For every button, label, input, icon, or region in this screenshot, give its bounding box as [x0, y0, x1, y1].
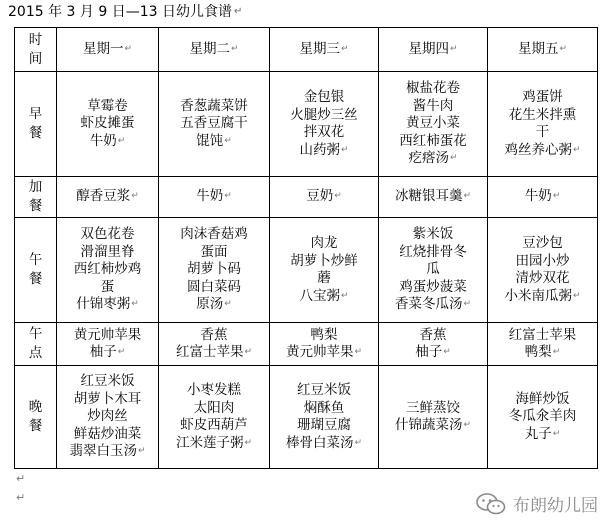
- day-header-label: 星期四: [408, 40, 449, 57]
- document-title-text: 2015 年 3 月 9 日—13 日幼儿食谱: [8, 4, 232, 20]
- menu-item: [58, 279, 157, 297]
- paragraph-mark: ↵: [552, 428, 561, 439]
- menu-item: [58, 226, 157, 244]
- menu-item: [160, 400, 268, 418]
- menu-item: [380, 98, 486, 116]
- menu-item-text: 草霉卷: [87, 97, 128, 114]
- menu-item: [271, 288, 377, 306]
- menu-item-text: 三鲜蒸饺: [406, 399, 460, 416]
- watermark-text: 布朗幼儿园: [513, 496, 598, 516]
- paragraph-mark: ↵: [340, 144, 349, 155]
- menu-item: [489, 288, 596, 306]
- menu-item: [380, 279, 486, 297]
- menu-item-text: 胡萝卜木耳: [73, 390, 142, 407]
- menu-item: [271, 89, 377, 107]
- menu-item: [489, 89, 596, 107]
- menu-item-text: 肉沫香菇鸡: [180, 226, 248, 243]
- paragraph-mark: ↵: [572, 144, 581, 155]
- meal-row-snack: [15, 177, 598, 218]
- menu-item: [160, 133, 268, 151]
- menu-cell: [488, 366, 598, 469]
- meal-row-breakfast: [15, 72, 598, 177]
- menu-item-text: 牛奶: [89, 132, 117, 149]
- menu-cell: [159, 366, 270, 469]
- meal-label-line: 加: [28, 179, 43, 195]
- menu-cell: [379, 72, 488, 177]
- menu-item-text: 黄豆小菜: [406, 115, 460, 132]
- meal-label-line: 午: [28, 252, 43, 268]
- menu-item-text: 鲜菇炒油菜: [73, 425, 142, 442]
- menu-item: [271, 400, 377, 418]
- menu-item-text: 双色花卷: [80, 226, 135, 243]
- menu-item-text: 山药粥: [299, 141, 340, 158]
- menu-item: [160, 344, 268, 362]
- menu-item: [58, 244, 157, 262]
- menu-item: [160, 98, 268, 116]
- menu-item-text: 牛奶: [524, 188, 552, 205]
- menu-item-text: 香蕉: [200, 326, 228, 343]
- menu-cell: [57, 218, 159, 323]
- menu-item-text: 蛋面: [200, 243, 228, 260]
- menu-cell: [270, 366, 379, 469]
- menu-cell: [488, 72, 598, 177]
- menu-item: [489, 188, 596, 206]
- menu-cell: [270, 72, 379, 177]
- meal-label-line: 餐: [28, 125, 43, 141]
- menu-cell: [159, 218, 270, 323]
- menu-item-text: 江米莲子粥: [175, 434, 244, 451]
- menu-item-text: 炒肉丝: [87, 408, 128, 425]
- menu-item-text: 红富士苹果: [508, 326, 577, 343]
- menu-item-text: 柚子: [415, 344, 443, 360]
- menu-item: [489, 142, 596, 160]
- menu-item: [380, 417, 486, 435]
- menu-item: [489, 344, 596, 362]
- menu-cell: [159, 177, 270, 218]
- meal-label-cell: [15, 366, 57, 469]
- menu-item-text: 牛奶: [196, 188, 224, 205]
- meal-label-line: 餐: [28, 418, 43, 434]
- menu-item: [160, 226, 268, 244]
- paragraph-mark: ↵: [224, 299, 232, 310]
- meal-label-line: 餐: [28, 271, 43, 287]
- day-header-label: 星期五: [517, 40, 559, 57]
- menu-item: [271, 417, 377, 435]
- paragraph-mark: ↵: [443, 347, 451, 357]
- paragraph-mark: ↵: [354, 347, 363, 357]
- menu-item: [380, 400, 486, 418]
- meal-label-cell: [15, 72, 57, 177]
- corner-cell: [15, 28, 57, 72]
- menu-cell: [57, 366, 159, 469]
- menu-item-text: 田园小炒: [515, 252, 570, 269]
- menu-item-text: 翡翠白玉汤: [69, 443, 137, 460]
- menu-item: [380, 115, 486, 133]
- corner-label-line: 时: [28, 31, 43, 48]
- menu-item-text: 什锦枣粥: [76, 296, 131, 313]
- menu-item-text: 柚子: [89, 344, 117, 360]
- menu-item: [271, 327, 377, 345]
- menu-item-text: 鸭梨: [524, 344, 552, 360]
- paragraph-mark: ↵: [449, 153, 458, 164]
- menu-item: [489, 107, 596, 125]
- menu-item: [489, 327, 596, 345]
- menu-item: [58, 115, 157, 133]
- menu-item-text: 西红柿蛋花: [399, 132, 467, 149]
- paragraph-mark: ↵: [354, 437, 363, 448]
- menu-item-text: 鸡丝养心粥: [504, 141, 572, 158]
- menu-item-text: 紫米饭: [412, 226, 454, 243]
- wechat-icon: [475, 492, 507, 516]
- paragraph-mark: ↵: [449, 43, 458, 54]
- menu-item: [380, 188, 486, 206]
- menu-item: [160, 327, 268, 345]
- menu-cell: [488, 323, 598, 366]
- menu-item-text: 鸡蛋炒菠菜: [399, 278, 467, 295]
- menu-item-text: 黄元帅苹果: [73, 326, 142, 343]
- menu-item-text: 小米南瓜粥: [504, 287, 572, 304]
- meal-row-dinner: [15, 366, 598, 469]
- menu-item-text: 豆奶: [306, 188, 334, 205]
- menu-cell: [379, 323, 488, 366]
- menu-item: [58, 261, 157, 279]
- watermark: [475, 491, 598, 516]
- menu-item: [58, 426, 157, 444]
- document-title: [8, 3, 242, 21]
- menu-cell: [379, 366, 488, 469]
- menu-item-text: 圆白菜码: [187, 278, 241, 295]
- menu-item: [58, 344, 157, 362]
- paragraph-mark: ↵: [552, 191, 561, 202]
- day-header: [159, 28, 270, 72]
- menu-item-text: 蘑: [317, 270, 331, 286]
- menu-item-text: 火腿炒三丝: [290, 106, 358, 123]
- menu-item: [160, 435, 268, 453]
- menu-item: [489, 426, 596, 444]
- menu-item: [160, 188, 268, 206]
- paragraph-mark: ↵: [224, 135, 232, 146]
- menu-item: [58, 296, 157, 314]
- paragraph-mark: ↵: [224, 191, 232, 202]
- paragraph-mark: ↵: [117, 347, 126, 357]
- menu-item-text: 红烧排骨冬: [399, 243, 467, 260]
- menu-item: [271, 188, 377, 206]
- day-header: [488, 28, 598, 72]
- paragraph-mark: ↵: [244, 347, 253, 357]
- menu-item: [489, 391, 596, 409]
- paragraph-mark: ↵: [552, 347, 561, 357]
- menu-item: [380, 133, 486, 151]
- menu-item: [58, 98, 157, 116]
- menu-cell: [379, 177, 488, 218]
- menu-item: [271, 107, 377, 125]
- day-header-label: 星期二: [189, 40, 230, 57]
- menu-item-text: 红豆米饭: [297, 382, 351, 398]
- menu-item: [380, 261, 486, 279]
- meal-label-cell: [15, 218, 57, 323]
- menu-item-text: 醇香豆浆: [76, 188, 131, 205]
- menu-item-text: 胡萝卜码: [187, 261, 241, 278]
- menu-item: [271, 344, 377, 362]
- menu-item: [58, 133, 157, 151]
- menu-item-text: 什锦蔬菜汤: [394, 417, 463, 433]
- menu-cell: [488, 177, 598, 218]
- menu-item-text: 拌双花: [303, 124, 345, 140]
- menu-cell: [57, 177, 159, 218]
- menu-item-text: 胡萝卜炒鲜: [290, 252, 358, 269]
- menu-item-text: 豆沙包: [522, 235, 563, 251]
- menu-item: [58, 188, 157, 206]
- menu-item-text: 丸子: [524, 425, 552, 442]
- menu-item: [271, 124, 377, 142]
- meal-label-line: 早: [28, 106, 43, 122]
- day-header: [270, 28, 379, 72]
- menu-item: [380, 296, 486, 314]
- header-row: [15, 28, 598, 72]
- paragraph-mark: ↵: [16, 491, 26, 504]
- menu-item: [271, 253, 377, 271]
- day-header: [379, 28, 488, 72]
- menu-item: [58, 373, 157, 391]
- menu-item-text: 鸭梨: [310, 326, 338, 343]
- menu-item: [271, 382, 377, 400]
- paragraph-mark: ↵: [230, 43, 239, 54]
- paragraph-mark: ↵: [16, 472, 26, 485]
- menu-item-text: 原汤: [196, 296, 224, 313]
- menu-item: [160, 382, 268, 400]
- menu-item-text: 焖酥鱼: [303, 399, 345, 416]
- menu-item: [160, 296, 268, 314]
- menu-item: [271, 435, 377, 453]
- menu-item: [489, 235, 596, 253]
- menu-item: [58, 408, 157, 426]
- menu-item-text: 西红柿炒鸡: [73, 261, 142, 278]
- paragraph-mark: ↵: [244, 437, 253, 448]
- menu-cell: [159, 72, 270, 177]
- menu-cell: [270, 323, 379, 366]
- menu-item-text: 花生米拌熏: [508, 106, 577, 123]
- menu-item-text: 金包银: [303, 89, 345, 105]
- menu-item-text: 滑溜里脊: [80, 243, 135, 260]
- menu-item: [271, 270, 377, 288]
- menu-item-text: 红豆米饭: [80, 373, 135, 390]
- meal-label-cell: [15, 323, 57, 366]
- menu-item: [160, 115, 268, 133]
- meal-label-line: 晚: [28, 399, 43, 415]
- menu-item: [58, 391, 157, 409]
- menu-item-text: 虾皮摊蛋: [80, 115, 135, 132]
- menu-item-text: 珊瑚豆腐: [297, 417, 351, 433]
- paragraph-mark: ↵: [137, 446, 146, 457]
- menu-item: [58, 443, 157, 461]
- menu-item-text: 馄饨: [196, 132, 224, 149]
- menu-item-text: 冰糖银耳羹: [394, 188, 463, 205]
- menu-item-text: 蛋: [100, 278, 115, 295]
- menu-item-text: 酱牛肉: [412, 97, 454, 114]
- meal-row-lunch: [15, 218, 598, 323]
- menu-item-text: 香葱蔬菜饼: [180, 97, 248, 114]
- menu-item-text: 八宝粥: [299, 287, 340, 304]
- menu-cell: [379, 218, 488, 323]
- menu-item-text: 瓜: [426, 261, 440, 278]
- menu-item-text: 黄元帅苹果: [285, 344, 354, 360]
- menu-item-text: 棒骨白菜汤: [285, 434, 354, 451]
- paragraph-mark: ↵: [559, 43, 568, 54]
- menu-item: [160, 417, 268, 435]
- menu-table: [14, 27, 598, 469]
- menu-item: [489, 270, 596, 288]
- paragraph-mark: ↵: [233, 6, 243, 17]
- paragraph-mark: ↵: [334, 191, 342, 202]
- menu-item: [160, 279, 268, 297]
- day-header-label: 星期一: [82, 40, 124, 57]
- menu-item-text: 五香豆腐干: [180, 115, 248, 132]
- meal-label-cell: [15, 177, 57, 218]
- meal-label-line: 午: [28, 326, 43, 342]
- menu-item: [160, 261, 268, 279]
- menu-item-text: 冬瓜氽羊肉: [508, 408, 577, 425]
- menu-item: [380, 327, 486, 345]
- menu-item-text: 椒盐花卷: [406, 80, 460, 97]
- meal-label-line: 点: [28, 345, 43, 361]
- menu-item-text: 太阳肉: [193, 399, 235, 416]
- menu-item: [380, 80, 486, 98]
- menu-item-text: 鸡蛋饼: [522, 89, 563, 105]
- menu-cell: [57, 323, 159, 366]
- menu-item-text: 海鲜炒饭: [515, 390, 570, 407]
- menu-item: [160, 244, 268, 262]
- menu-cell: [270, 218, 379, 323]
- menu-item: [489, 124, 596, 142]
- paragraph-mark: ↵: [340, 43, 349, 54]
- paragraph-mark: ↵: [463, 191, 472, 202]
- day-header-label: 星期三: [299, 40, 340, 57]
- menu-item-text: 肉龙: [310, 235, 338, 251]
- menu-item: [271, 142, 377, 160]
- menu-item: [271, 235, 377, 253]
- menu-item-text: 香菜冬瓜汤: [394, 296, 463, 313]
- menu-item-text: 清炒双花: [515, 270, 570, 286]
- menu-item: [489, 408, 596, 426]
- menu-item: [58, 327, 157, 345]
- paragraph-mark: ↵: [131, 299, 139, 310]
- menu-item: [380, 150, 486, 168]
- paragraph-mark: ↵: [117, 135, 126, 146]
- paragraph-mark: ↵: [463, 420, 472, 430]
- paragraph-mark: ↵: [124, 43, 133, 54]
- menu-cell: [488, 218, 598, 323]
- menu-item-text: 小枣发糕: [187, 382, 241, 398]
- menu-item-text: 虾皮西葫芦: [180, 417, 248, 433]
- menu-item-text: 疙瘩汤: [408, 150, 449, 167]
- menu-item: [380, 344, 486, 362]
- meal-label-line: 餐: [28, 198, 43, 214]
- day-header: [57, 28, 159, 72]
- menu-item-text: 香蕉: [419, 326, 447, 343]
- menu-item: [380, 226, 486, 244]
- paragraph-mark: ↵: [572, 290, 581, 301]
- menu-cell: [159, 323, 270, 366]
- menu-item-text: 红富士苹果: [175, 344, 244, 360]
- paragraph-mark: ↵: [463, 299, 472, 310]
- menu-item-text: 干: [535, 124, 550, 140]
- paragraph-mark: ↵: [340, 290, 349, 301]
- paragraph-mark: ↵: [131, 191, 139, 202]
- corner-label-line: 间: [28, 50, 43, 67]
- menu-item: [380, 244, 486, 262]
- menu-item: [489, 253, 596, 271]
- meal-row-afternoon-snack: [15, 323, 598, 366]
- menu-cell: [270, 177, 379, 218]
- menu-cell: [57, 72, 159, 177]
